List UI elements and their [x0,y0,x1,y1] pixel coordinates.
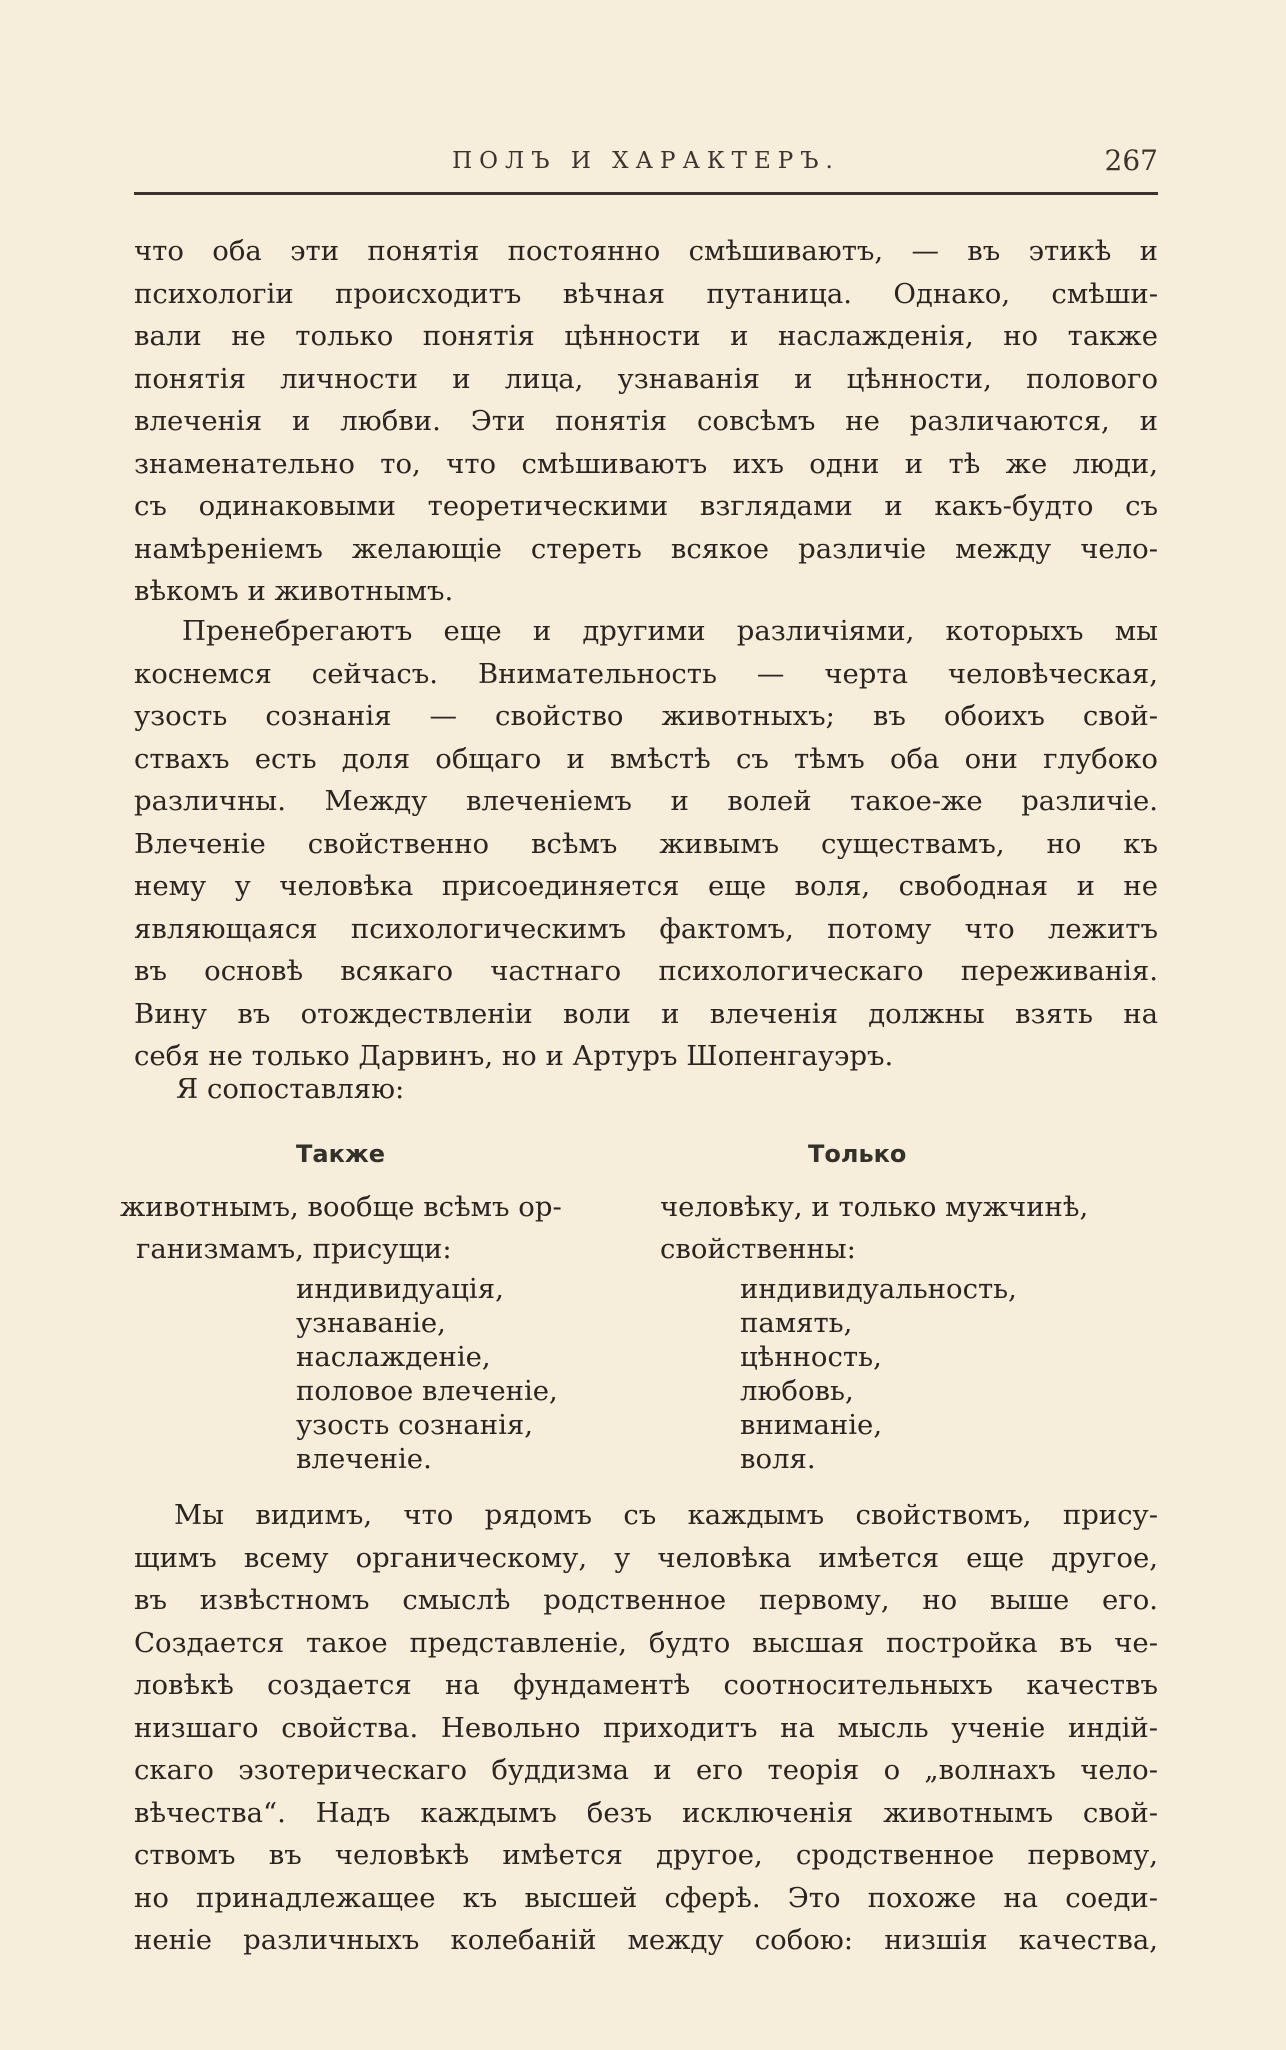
list-item: узость сознанія, [296,1409,533,1441]
text-line: являющаяся психологическимъ фактомъ, потому что лежитъ [134,912,1158,945]
list-item: наслажденіе, [296,1341,491,1373]
text-line: вѣкомъ и животнымъ. [134,575,454,607]
running-header [134,144,1158,192]
text-line: узость сознанія — свойство животныхъ; въ обоихъ свой- [134,700,1158,732]
text-line: человѣку, и только мужчинѣ, [660,1191,1089,1223]
list-item: память, [740,1307,853,1339]
list-item: любовь, [740,1375,854,1407]
column-heading-right: Только [808,1140,907,1168]
text-line: нему у человѣка присоединяется еще воля, свободная и не [134,870,1158,902]
text-line: вали не только понятія цѣнности и наслажденія, но также [134,320,1158,352]
text-line: Пренебрегаютъ еще и другими различіями, которыхъ мы [182,615,1158,647]
text-line: Вину въ отождествленіи воли и влеченія должны взять на [134,997,1158,1030]
text-line: ствахъ есть доля общаго и вмѣстѣ съ тѣмъ оба они глубоко [134,742,1158,775]
column-intro-left [120,1186,640,1270]
text-line: что оба эти понятія постоянно смѣшиваютъ, — въ этикѣ и [134,235,1158,267]
list-item: индивидуація, [296,1273,504,1305]
text-line: ствомъ въ человѣкѣ имѣется другое, сродственное первому, [134,1839,1158,1871]
column-heading-left: Также [296,1140,386,1168]
text-line: щимъ всему органическому, у человѣка имѣется еще другое, [134,1541,1158,1574]
text-line: Влеченіе свойственно всѣмъ живымъ существамъ, но къ [134,827,1158,860]
paragraph-4 [134,1494,1158,1962]
list-item: вниманіе, [740,1409,883,1441]
text-line: психологіи происходитъ вѣчная путаница. Однако, смѣши- [134,277,1158,310]
text-line: ловѣкѣ создается на фундаментѣ соотносительныхъ качествъ [134,1669,1158,1701]
list-item: влеченіе. [296,1443,432,1475]
paragraph-1 [134,230,1158,613]
text-line: различны. Между влеченіемъ и волей такое-же различіе. [134,785,1158,817]
header-rule [134,192,1158,195]
text-line: скаго эзотерическаго буддизма и его теорія о „волнахъ чело- [134,1754,1158,1786]
paragraph-2 [134,610,1158,1078]
text-line: свойственны: [660,1233,856,1265]
list-item: индивидуальность, [740,1273,1017,1305]
list-item: половое влеченіе, [296,1375,558,1407]
text-line: животнымъ, вообще всѣмъ ор- [120,1191,562,1223]
text-line: коснемся сейчасъ. Внимательность — черта человѣческая, [134,657,1158,690]
list-item: узнаваніе, [296,1307,446,1339]
page-number: 267 [1104,144,1158,177]
text-line: Я сопоставляю: [176,1073,405,1105]
text-line: низшаго свойства. Невольно приходитъ на мысль ученіе индій- [134,1711,1158,1744]
text-line: съ одинаковыми теоретическими взглядами и какъ-будто съ [134,490,1158,522]
text-line: Создается такое представленіе, будто высшая постройка въ че- [134,1626,1158,1659]
text-line: неніе различныхъ колебаній между собою: низшія качества, [134,1924,1158,1956]
list-item: воля. [740,1443,816,1475]
text-line: въ основѣ всякаго частнаго психологическаго переживанія. [134,955,1158,987]
text-line: намѣреніемъ желающіе стереть всякое различіе между чело- [134,532,1158,565]
text-line: Мы видимъ, что рядомъ съ каждымъ свойствомъ, прису- [174,1499,1158,1531]
text-line: въ извѣстномъ смыслѣ родственное первому, но выше его. [134,1584,1158,1616]
text-line: влеченія и любви. Эти понятія совсѣмъ не различаются, и [134,405,1158,437]
list-left [296,1272,558,1476]
text-line: но принадлежащее къ высшей сферѣ. Это похоже на соеди- [134,1881,1158,1914]
list-item: цѣнность, [740,1341,882,1373]
paragraph-3 [176,1068,876,1111]
text-line: знаменательно то, что смѣшиваютъ ихъ одни и тѣ же люди, [134,447,1158,480]
list-right [740,1272,1017,1476]
text-line: ганизмамъ, присущи: [136,1233,452,1265]
running-title: ПОЛЪ И ХАРАКТЕРЪ. [452,148,840,174]
text-line: понятія личности и лица, узнаванія и цѣнности, полового [134,362,1158,395]
text-line: себя не только Дарвинъ, но и Артуръ Шопенгауэръ. [134,1040,894,1072]
column-intro-right [660,1186,1160,1270]
text-line: вѣчества“. Надъ каждымъ безъ исключенія животнымъ свой- [134,1796,1158,1829]
